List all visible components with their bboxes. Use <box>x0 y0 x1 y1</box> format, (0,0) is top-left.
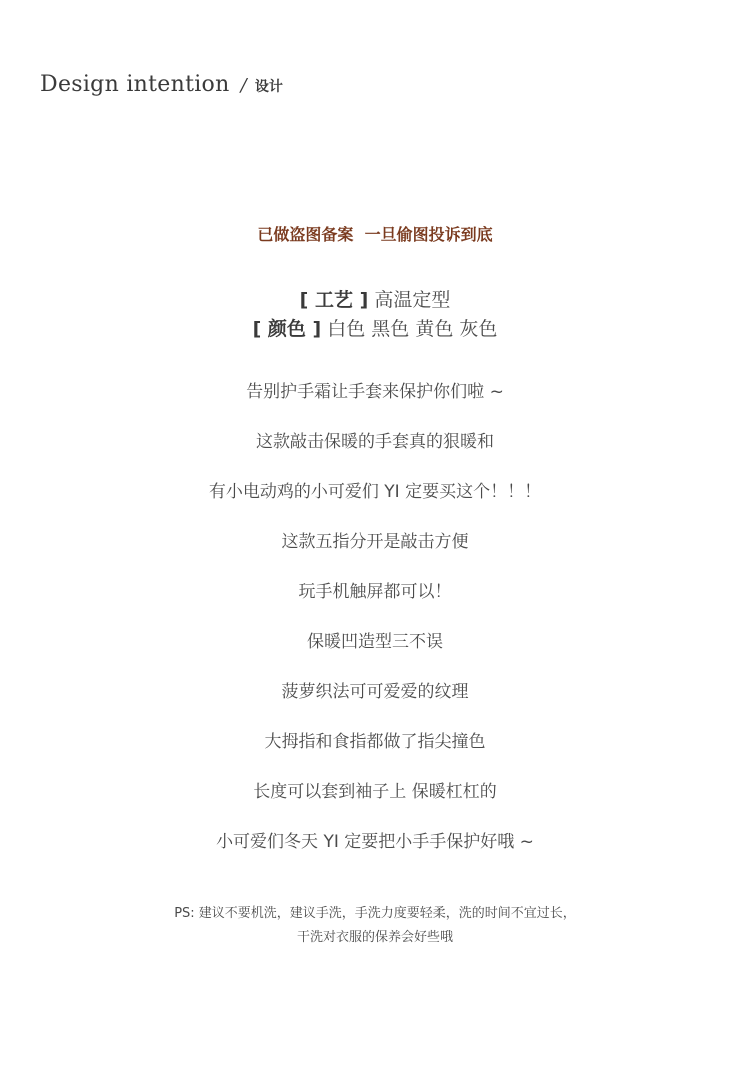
spec-craft-value: 高温定型 <box>374 289 451 311</box>
description-line: 告别护手霜让手套来保护你们啦 ~ <box>246 382 504 402</box>
description-line: 小可爱们冬天 YI 定要把小手手保护好哦 ~ <box>216 832 534 852</box>
description-line: 菠萝织法可可爱爱的纹理 <box>281 682 469 702</box>
spec-craft <box>0 285 750 312</box>
spec-craft-label: [ 工艺 ] <box>299 289 369 311</box>
spec-color-label: [ 颜色 ] <box>252 318 322 340</box>
description-line: 有小电动鸡的小可爱们 YI 定要买这个！！！ <box>208 482 542 502</box>
spec-color <box>0 314 750 341</box>
description-line: 玩手机触屏都可以！ <box>298 582 452 602</box>
copyright-notice: 已做盗图备案 一旦偷图投诉到底 <box>257 225 493 244</box>
heading-separator: / <box>240 75 247 96</box>
description-line: 长度可以套到袖子上 保暖杠杠的 <box>253 782 497 802</box>
description-line: 这款敲击保暖的手套真的狠暖和 <box>256 432 494 452</box>
spec-color-value: 白色 黑色 黄色 灰色 <box>327 318 498 340</box>
care-note-line: 干洗对衣服的保养会好些哦 <box>296 930 453 945</box>
section-heading <box>40 72 283 97</box>
care-note-line: PS: 建议不要机洗，建议手洗，手洗力度要轻柔，洗的时间不宜过长， <box>174 906 576 921</box>
description-line: 大拇指和食指都做了指尖撞色 <box>264 732 486 752</box>
heading-english: Design intention <box>40 72 230 97</box>
description-line: 保暖凹造型三不误 <box>307 632 443 652</box>
description-line: 这款五指分开是敲击方便 <box>281 532 469 552</box>
heading-chinese: 设计 <box>254 79 283 95</box>
